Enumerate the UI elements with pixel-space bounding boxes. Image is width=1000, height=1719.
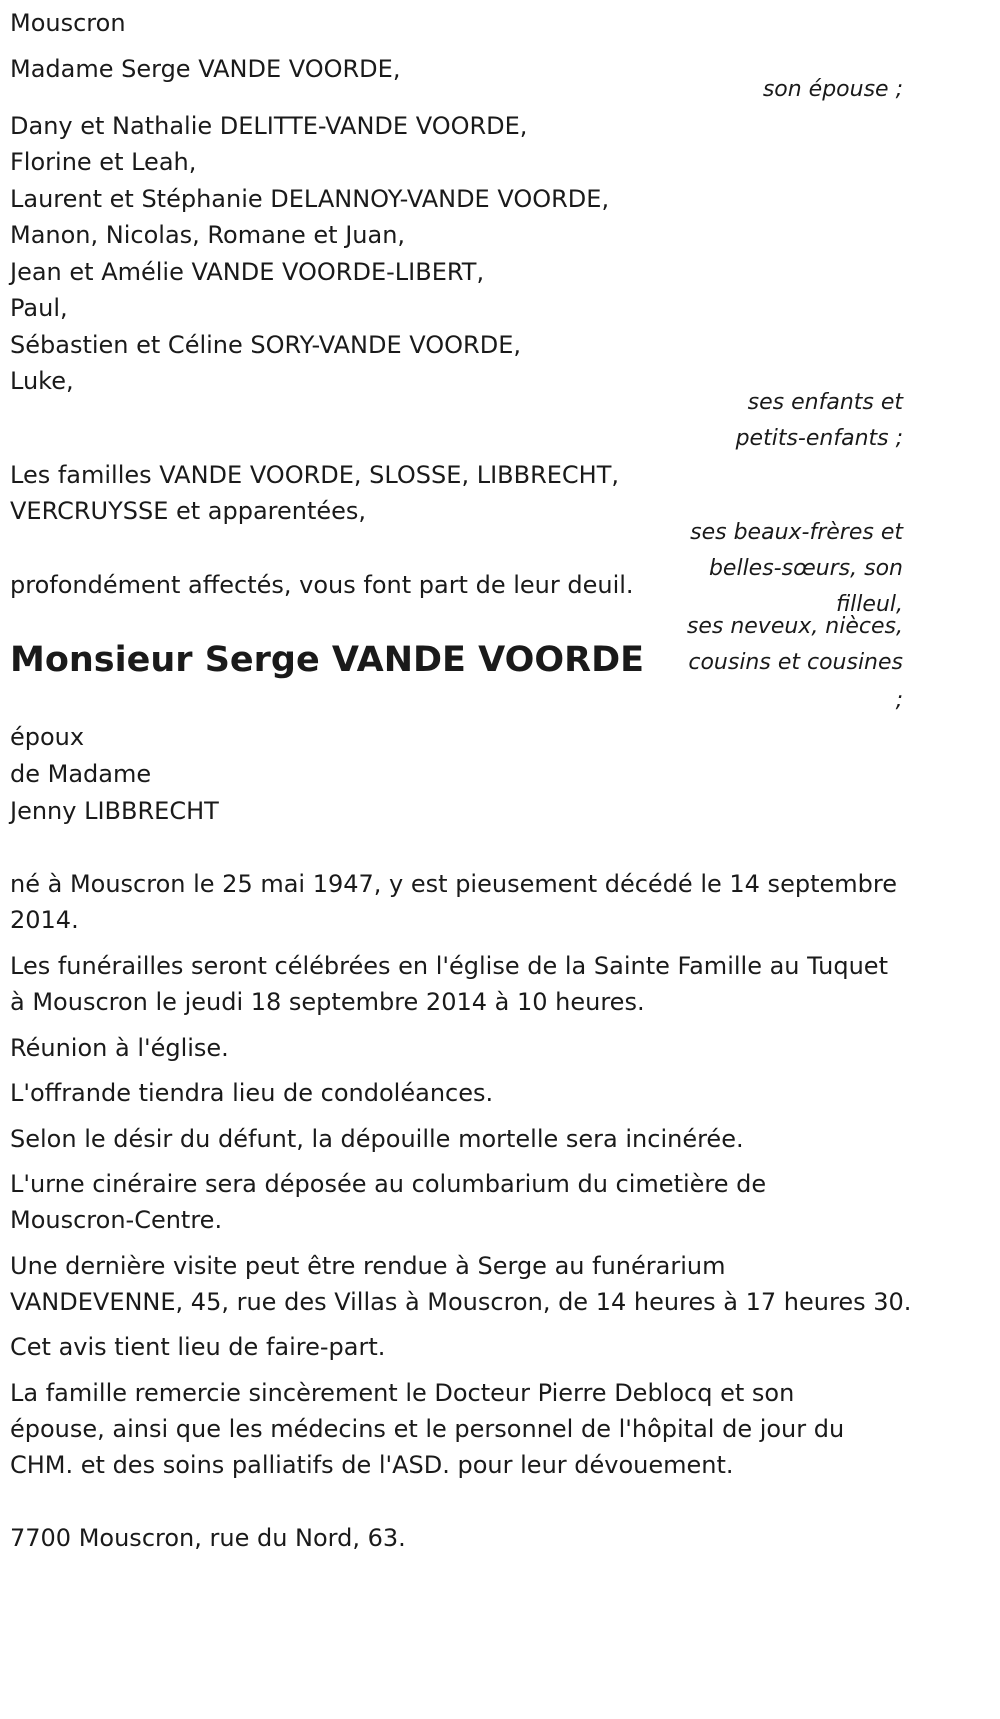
relatives-role: ses neveux, nièces, bbox=[686, 614, 903, 639]
birth-death-line: 2014. bbox=[10, 906, 79, 934]
spouse-line: Madame Serge VANDE VOORDE, bbox=[10, 55, 401, 83]
notice-text: Cet avis tient lieu de faire-part. bbox=[10, 1333, 386, 1361]
deceased-spouse-line: époux bbox=[10, 723, 85, 751]
cremation-text: Selon le désir du défunt, la dépouille mortelle sera incinérée. bbox=[10, 1125, 744, 1153]
deceased-spouse-line: Jenny LIBBRECHT bbox=[10, 797, 219, 825]
children-line: Luke, bbox=[10, 367, 74, 395]
birth-death-line: né à Mouscron le 25 mai 1947, y est pieusement décédé le 14 septembre bbox=[10, 870, 897, 898]
families-line: Les familles VANDE VOORDE, SLOSSE, LIBBRECHT, bbox=[10, 461, 620, 489]
announcement: profondément affectés, vous font part de leur deuil. bbox=[10, 571, 634, 599]
children-line: Laurent et Stéphanie DELANNOY-VANDE VOORDE, bbox=[10, 185, 610, 213]
thanks-line: épouse, ainsi que les médecins et le personnel de l'hôpital de jour du bbox=[10, 1415, 845, 1443]
spouse-role: son épouse ; bbox=[762, 77, 903, 102]
thanks-line: CHM. et des soins palliatifs de l'ASD. pour leur dévouement. bbox=[10, 1451, 734, 1479]
visit-line: Une dernière visite peut être rendue à Serge au funérarium bbox=[10, 1252, 726, 1280]
children-line: Florine et Leah, bbox=[10, 148, 197, 176]
urn-line: Mouscron-Centre. bbox=[10, 1206, 223, 1234]
thanks-line: La famille remercie sincèrement le Docteur Pierre Deblocq et son bbox=[10, 1379, 795, 1407]
address-text: 7700 Mouscron, rue du Nord, 63. bbox=[10, 1524, 406, 1552]
deceased-name: Monsieur Serge VANDE VOORDE bbox=[10, 640, 645, 680]
urn-line: L'urne cinéraire sera déposée au columbarium du cimetière de bbox=[10, 1170, 767, 1198]
families-role: belles-sœurs, son bbox=[708, 556, 903, 581]
children-line: Jean et Amélie VANDE VOORDE-LIBERT, bbox=[10, 258, 485, 286]
visit-line: VANDEVENNE, 45, rue des Villas à Mouscron, de 14 heures à 17 heures 30. bbox=[10, 1288, 912, 1316]
children-line: Manon, Nicolas, Romane et Juan, bbox=[10, 221, 406, 249]
children-line: Dany et Nathalie DELITTE-VANDE VOORDE, bbox=[10, 112, 528, 140]
relatives-role: cousins et cousines bbox=[688, 650, 903, 675]
funeral-line: Les funérailles seront célébrées en l'église de la Sainte Famille au Tuquet bbox=[10, 952, 888, 980]
children-line: Paul, bbox=[10, 294, 68, 322]
children-line: Sébastien et Céline SORY-VANDE VOORDE, bbox=[10, 331, 521, 359]
children-role: petits-enfants ; bbox=[735, 426, 903, 451]
families-role: ses beaux-frères et bbox=[690, 520, 903, 545]
meeting-text: Réunion à l'église. bbox=[10, 1034, 229, 1062]
offering-text: L'offrande tiendra lieu de condoléances. bbox=[10, 1079, 494, 1107]
families-line: VERCRUYSSE et apparentées, bbox=[10, 497, 367, 525]
relatives-role: ; bbox=[895, 688, 903, 713]
funeral-line: à Mouscron le jeudi 18 septembre 2014 à 10 heures. bbox=[10, 988, 645, 1016]
header-city: Mouscron bbox=[10, 9, 126, 37]
deceased-spouse-line: de Madame bbox=[10, 760, 152, 788]
families-role: filleul, bbox=[835, 592, 903, 617]
children-role: ses enfants et bbox=[747, 390, 903, 415]
